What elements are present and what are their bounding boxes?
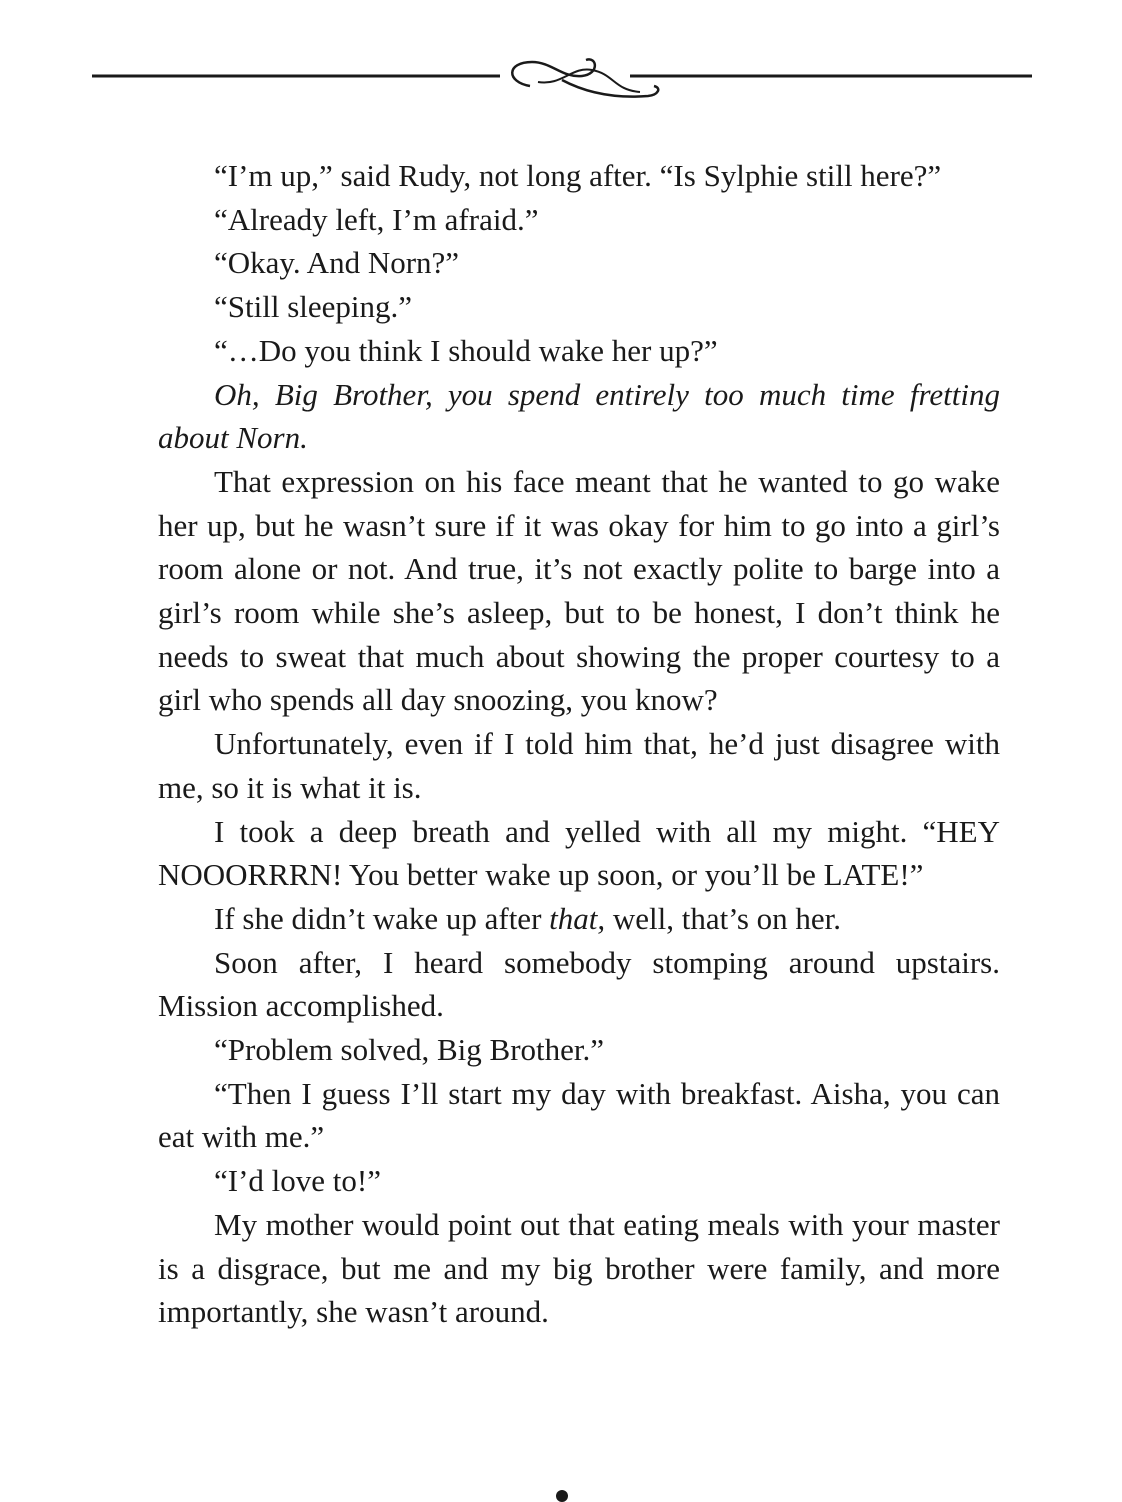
paragraph [158,1028,1000,1072]
paragraph [158,329,1000,373]
paragraph [158,897,1000,941]
paragraph [158,1072,1000,1159]
italic-thought [158,373,1000,460]
page-number-mark [556,1490,568,1502]
paragraph-text-after: well, that’s on her. [605,900,842,936]
paragraph-text: “Already left, I’m afraid.” [214,201,539,237]
paragraph [158,198,1000,242]
paragraph-text: “Then I guess I’ll start my day with breakfast. Aisha, you can eat with me.” [158,1075,1000,1155]
paragraph-text: “I’m up,” said Rudy, not long after. “Is Sylphie still here?” [214,158,942,193]
paragraph [158,241,1000,285]
paragraph-text: Unfortunately, even if I told him that, he’d just disagree with me, so it is what it is. [158,726,1000,805]
paragraph-text: “Problem solved, Big Brother.” [214,1032,605,1068]
paragraph [158,941,1000,1028]
paragraph [158,460,1000,722]
flourish-divider [92,52,1032,106]
paragraph [158,1203,1000,1334]
paragraph [158,722,1000,809]
body-text [158,154,1000,1334]
paragraph-text: “Okay. And Norn?” [214,245,460,281]
paragraph-text: Soon after, I heard somebody stomping around upstairs. Mission accomplished. [158,944,1000,1024]
paragraph [158,810,1000,897]
paragraph-text: My mother would point out that eating meals with your master is a disgrace, but me and my big brother were family, and more importantly, she wasn’t around. [158,1206,1000,1330]
paragraph-text: I took a deep breath and yelled with all my might. “HEY NOOORRRN! You better wake up soon, or you’ll be LATE!” [158,813,1000,893]
paragraph-text: “…Do you think I should wake her up?” [214,332,718,368]
paragraph-text: “Still sleeping.” [214,289,413,325]
paragraph [158,285,1000,329]
paragraph-text: That expression on his face meant that he wanted to go wake her up, but he wasn’t sure if it was okay for him to go into a girl’s room alone or not. And true, it’s not exactly polite to barge into a girl’s room while she’s asleep, but to be honest, I don’t think he needs to sweat that much about showing the proper courtesy to a girl who spends all day snoozing, you know? [158,463,1000,718]
paragraph-text: “I’d love to!” [214,1163,381,1199]
paragraph [158,154,1000,198]
paragraph-text-before: If she didn’t wake up after [214,900,550,936]
italic-text: Oh, Big Brother, you spend entirely too much time fretting about Norn. [158,376,1000,456]
emphasis-text: that, [549,900,606,936]
paragraph [158,1159,1000,1203]
